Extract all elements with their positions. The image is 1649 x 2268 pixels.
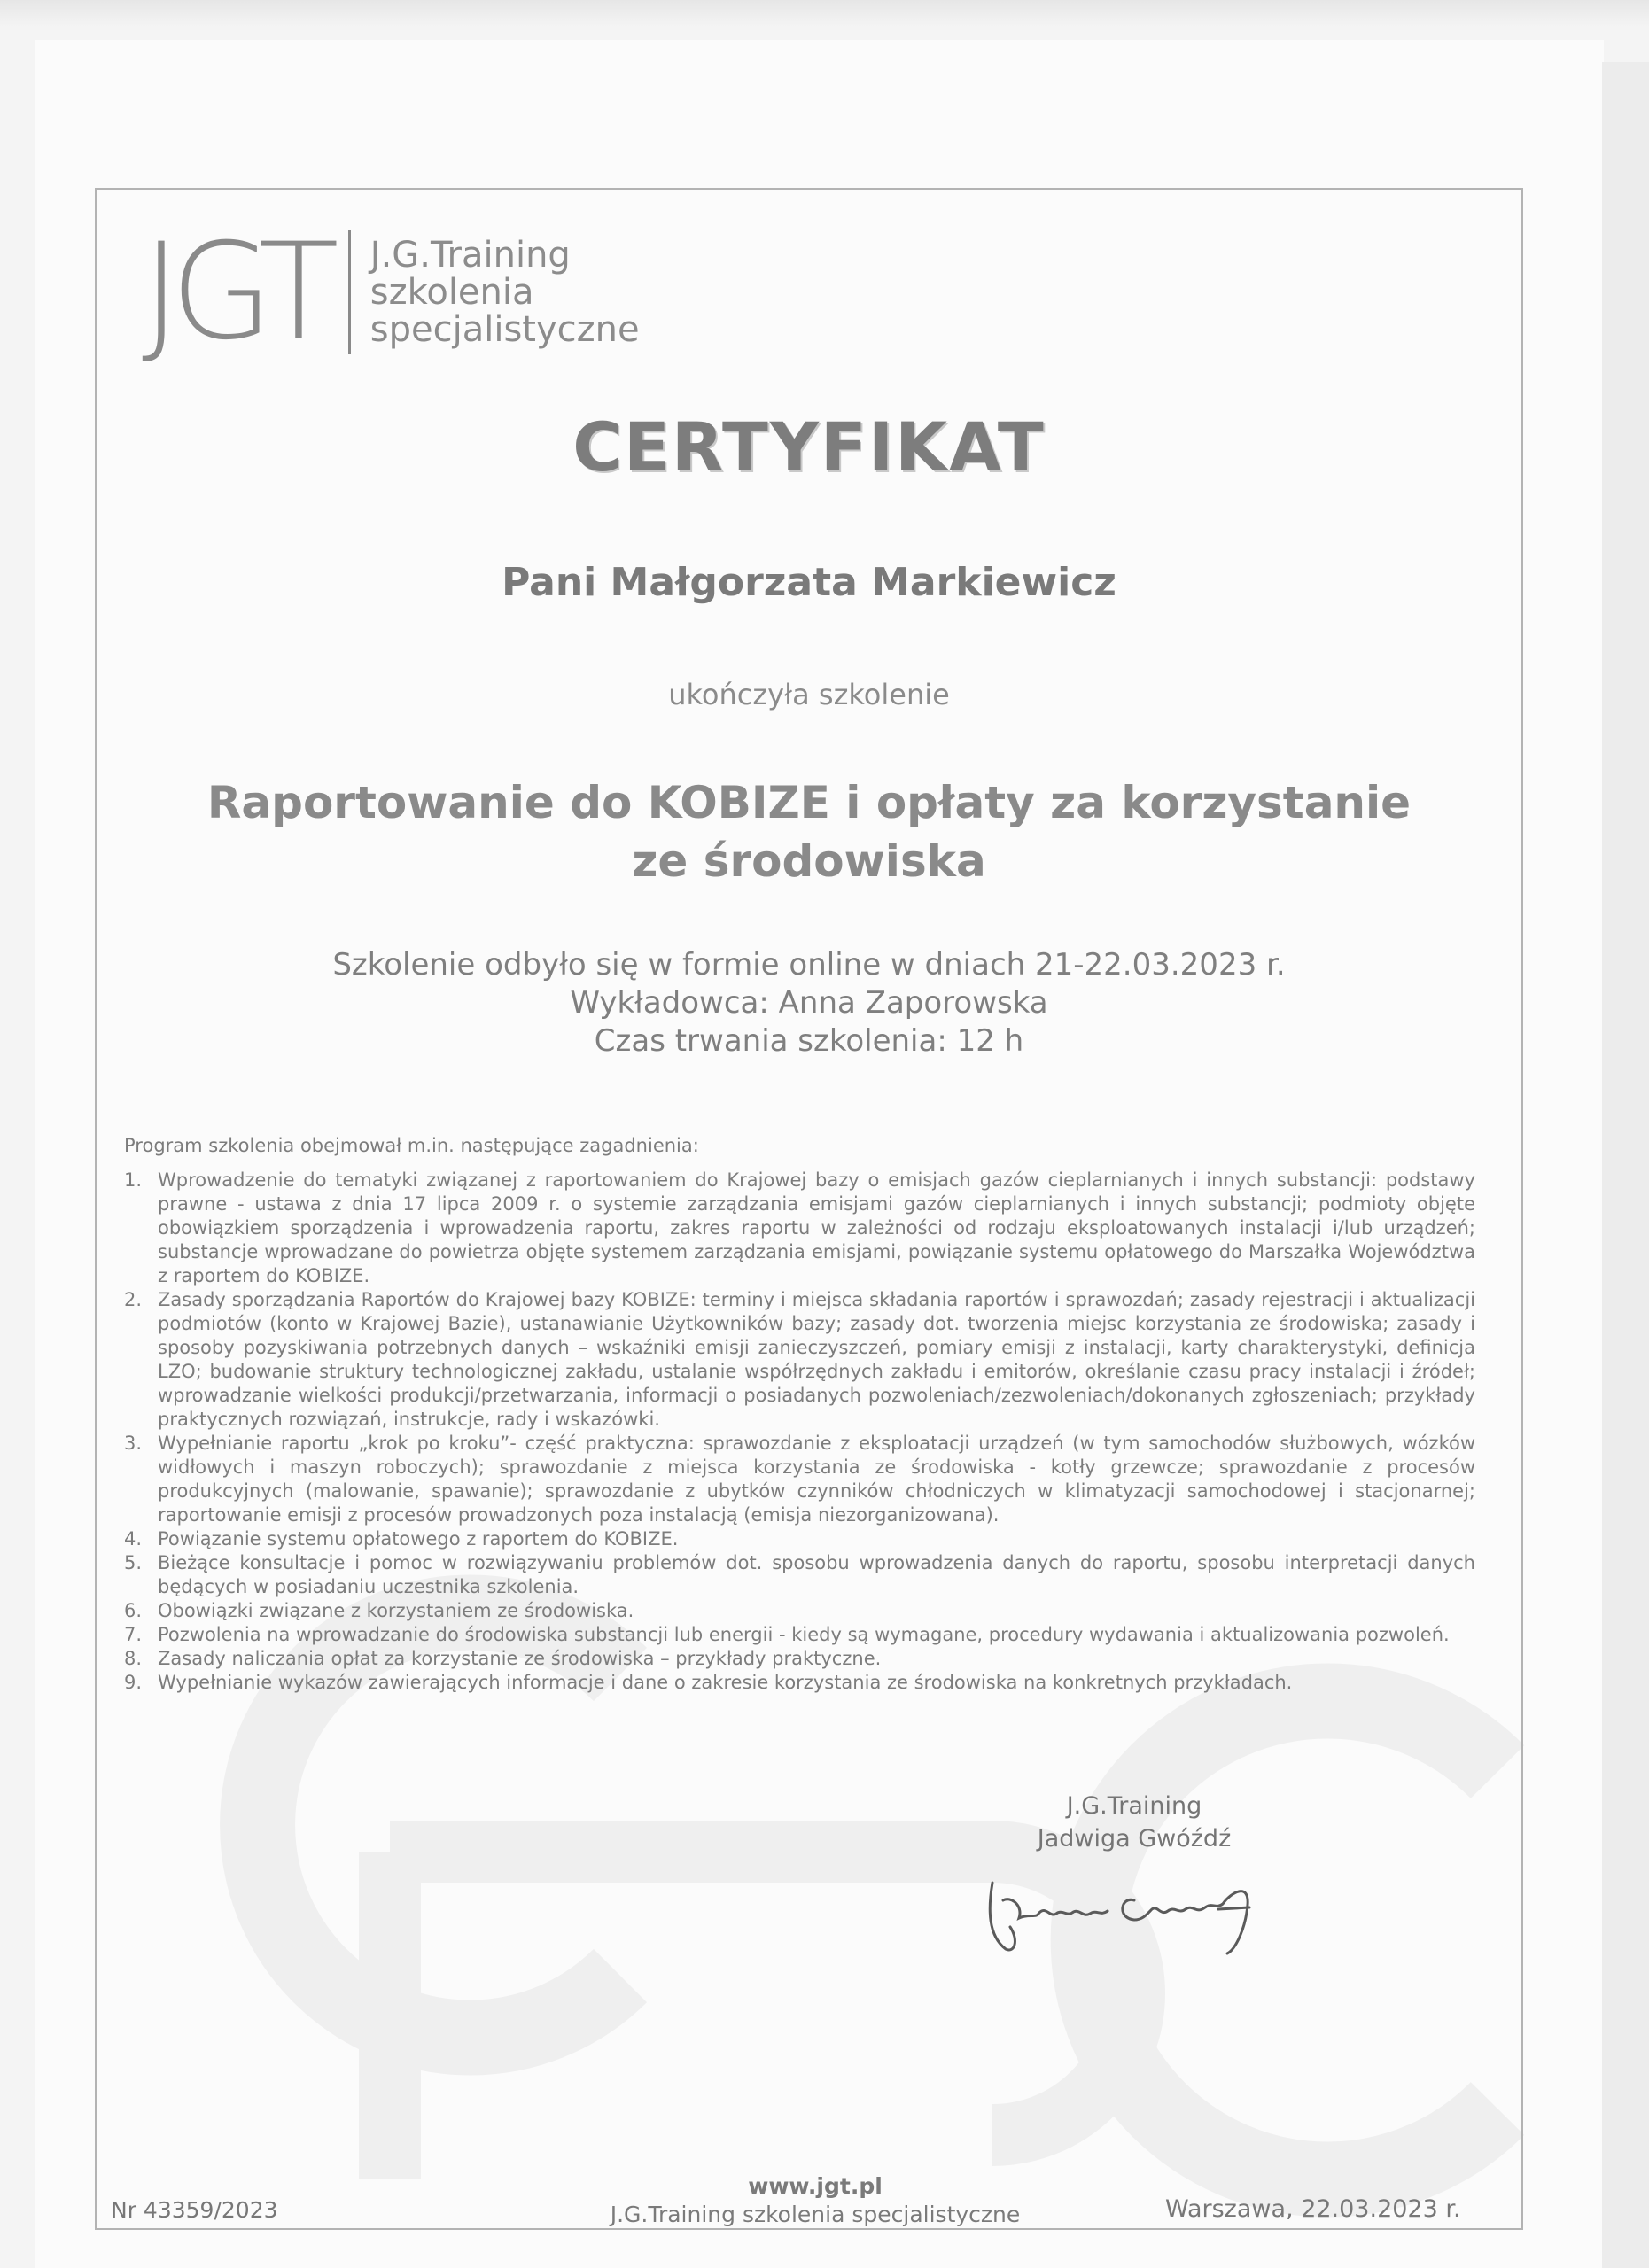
- completed-text: ukończyła szkolenie: [668, 678, 950, 711]
- program-list: [124, 1169, 1475, 1695]
- recipient-name: Pani Małgorzata Markiewicz: [502, 560, 1116, 605]
- logo-line-2: szkolenia: [369, 272, 534, 313]
- logo-divider: [348, 230, 351, 354]
- program-intro: Program szkolenia obejmował m.in. następujące zagadnienia:: [124, 1135, 699, 1156]
- program-item-text: Pozwolenia na wprowadzanie do środowiska substancji lub energii - kiedy są wymagane, procedury wydawania i aktualizowania pozwoleń.: [158, 1624, 1450, 1645]
- company-name: J.G.Training szkolenia specjalistyczne: [610, 2202, 1021, 2227]
- program-item: [124, 1647, 1475, 1671]
- program-item: [124, 1288, 1475, 1432]
- program-item-number: 2.: [124, 1289, 143, 1310]
- program-item: [124, 1169, 1475, 1288]
- program-item-text: Obowiązki związane z korzystaniem ze środowiska.: [158, 1600, 634, 1621]
- program-item-number: 1.: [124, 1169, 143, 1191]
- handwritten-signature: [984, 1865, 1276, 1962]
- logo-text: [370, 237, 640, 348]
- training-duration: Czas trwania szkolenia: 12 h: [594, 1023, 1024, 1059]
- program-item-number: 3.: [124, 1433, 143, 1454]
- company-logo: [142, 215, 640, 369]
- program-item: [124, 1599, 1475, 1623]
- certificate-title: CERTYFIKAT: [572, 408, 1046, 486]
- course-title-line-2: ze środowiska: [632, 835, 986, 887]
- program-item-number: 5.: [124, 1552, 143, 1573]
- footer-company-block: [478, 2172, 1152, 2229]
- logo-line-3: specjalistyczne: [369, 309, 640, 350]
- program-item: [124, 1551, 1475, 1599]
- training-lecturer: Wykładowca: Anna Zaporowska: [570, 985, 1048, 1021]
- program-item-text: Zasady naliczania opłat za korzystanie ze środowiska – przykłady praktyczne.: [158, 1648, 882, 1669]
- signer-block: [957, 1790, 1311, 1855]
- program-item-text: Powiązanie systemu opłatowego z raportem do KOBIZE.: [158, 1528, 679, 1550]
- program-item-number: 6.: [124, 1600, 143, 1621]
- course-title-line-1: Raportowanie do KOBIZE i opłaty za korzystanie: [206, 777, 1412, 828]
- program-item: [124, 1671, 1475, 1695]
- training-details: [95, 946, 1523, 1060]
- program-section: [124, 1134, 1475, 1695]
- company-website: www.jgt.pl: [748, 2173, 883, 2199]
- program-item-text: Wypełnianie wykazów zawierających informacje i dane o zakresie korzystania ze środowiska na konkretnych przykładach.: [158, 1672, 1293, 1693]
- scan-top-edge: [0, 0, 1649, 27]
- course-title: [95, 773, 1523, 890]
- logo-mark: JGT: [142, 215, 329, 369]
- program-item-text: Wprowadzenie do tematyki związanej z raportowaniem do Krajowej bazy o emisjach gazów cieplarnianych i innych substancji: podstawy prawne - ustawa z dnia 17 lipca 2009 r. o systemie zarządzania emisjami gazów cieplarnianych i innych substancji; podmioty objęte obowiązkiem sporządzenia i wprowadzenia raportu, zakres raportu w zależności od rodzaju eksploatowanych instalacji i/lub urządzeń; substancje wprowadzane do powietrza objęte systemem zarządzania emisjami, powiązanie systemu opłatowego do Marszałka Województwa z raportem do KOBIZE.: [158, 1169, 1475, 1286]
- certificate-number: Nr 43359/2023: [111, 2197, 278, 2223]
- program-item-text: Zasady sporządzania Raportów do Krajowej bazy KOBIZE: terminy i miejsca składania raportów i sprawozdań; zasady rejestracji i aktualizacji podmiotów (konto w Krajowej Bazie), ustanawianie Użytkowników bazy; zasady dot. tworzenia miejsc korzystania ze środowiska; zasady i sposoby pozyskiwania potrzebnych danych – wskaźniki emisji zanieczyszczeń, pomiary emisji z instalacji, karty charakterystyki, definicja LZO; budowanie struktury technologicznej zakładu, ustalanie współrzędnych zakładu i emitorów, określanie czasu pracy instalacji i źródeł; wprowadzanie wielkości produkcji/przetwarzania, informacji o posiadanych pozwoleniach/zezwoleniach/dokonanych zgłoszeniach; przykłady praktycznych rozwiązań, instrukcje, rady i wskazówki.: [158, 1289, 1475, 1430]
- training-form: Szkolenie odbyło się w formie online w dniach 21-22.03.2023 r.: [332, 947, 1286, 983]
- program-item: [124, 1527, 1475, 1551]
- program-item-number: 4.: [124, 1528, 143, 1550]
- signer-company: J.G.Training: [1066, 1792, 1202, 1820]
- program-item-number: 7.: [124, 1624, 143, 1645]
- program-item-text: Wypełnianie raportu „krok po kroku”- część praktyczna: sprawozdanie z eksploatacji urządzeń (w tym samochodów służbowych, wózków widłowych i maszyn roboczych); sprawozdanie z miejsca korzystania ze środowiska - kotły grzewcze; sprawozdanie z procesów produkcyjnych (malowanie, spawanie); sprawozdanie z ubytków czynników chłodniczych w klimatyzacji samochodowej i stacjonarnej; raportowanie emisji z procesów prowadzonych poza instalacją (emisja niezorganizowana).: [158, 1433, 1475, 1526]
- signer-name: Jadwiga Gwóźdź: [1037, 1825, 1232, 1852]
- program-item-number: 9.: [124, 1672, 143, 1693]
- program-item-number: 8.: [124, 1648, 143, 1669]
- program-item-text: Bieżące konsultacje i pomoc w rozwiązywaniu problemów dot. sposobu wprowadzenia danych do raportu, sposobu interpretacji danych będących w posiadaniu uczestnika szkolenia.: [158, 1552, 1475, 1597]
- logo-line-1: J.G.Training: [369, 235, 571, 276]
- program-item: [124, 1623, 1475, 1647]
- place-and-date: Warszawa, 22.03.2023 r.: [1165, 2195, 1461, 2223]
- program-item: [124, 1432, 1475, 1527]
- scan-right-edge: [1602, 62, 1649, 2268]
